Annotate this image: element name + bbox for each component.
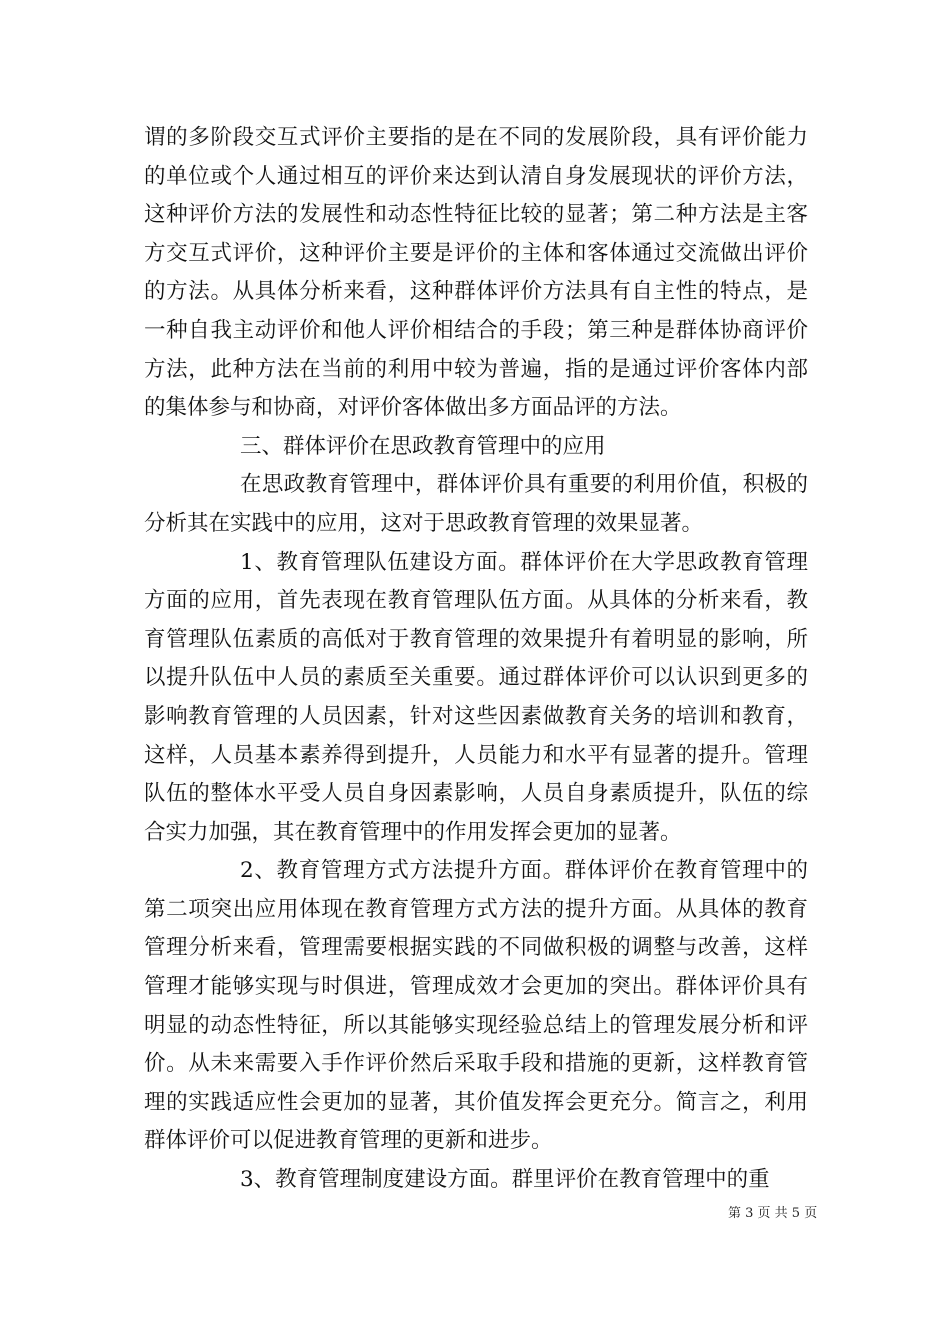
page-number-footer: 第 3 页 共 5 页: [728, 1206, 818, 1221]
document-body: [144, 119, 808, 1200]
paragraph-evaluation-methods: 谓的多阶段交互式评价主要指的是在不同的发展阶段，具有评价能力的单位或个人通过相互的评价来达到认清自身发展现状的评价方法，这种评价方法的发展性和动态性特征比较的显著；第二种方法是主客方交互式评价，这种评价主要是评价的主体和客体通过交流做出评价的方法。从具体分析来看，这种群体评价方法具有自主性的特点，是一种自我主动评价和他人评价相结合的手段；第三种是群体协商评价方法，此种方法在当前的利用中较为普遍，指的是通过评价客体内部的集体参与和协商，对评价客体做出多方面品评的方法。: [144, 125, 808, 421]
paragraph-intro-application: 在思政教育管理中，群体评价具有重要的利用价值，积极的分析其在实践中的应用，这对于思政教育管理的效果显著。: [144, 472, 808, 536]
paragraph-item-3-system: 3、教育管理制度建设方面。群里评价在教育管理中的重: [240, 1167, 770, 1193]
paragraph-item-2-methods: 2、教育管理方式方法提升方面。群体评价在教育管理中的第二项突出应用体现在教育管理方式方法的提升方面。从具体的教育管理分析来看，管理需要根据实践的不同做积极的调整与改善，这样管理才能够实现与时俱进，管理成效才会更加的突出。群体评价具有明显的动态性特征，所以其能够实现经验总结上的管理发展分析和评价。从未来需要入手作评价然后采取手段和措施的更新，这样教育管理的实践适应性会更加的显著，其价值发挥会更充分。简言之，利用群体评价可以促进教育管理的更新和进步。: [144, 858, 808, 1154]
paragraph-item-1-team-building: 1、教育管理队伍建设方面。群体评价在大学思政教育管理方面的应用，首先表现在教育管理队伍方面。从具体的分析来看，教育管理队伍素质的高低对于教育管理的效果提升有着明显的影响，所以提升队伍中人员的素质至关重要。通过群体评价可以认识到更多的影响教育管理的人员因素，针对这些因素做教育关务的培训和教育，这样，人员基本素养得到提升，人员能力和水平有显著的提升。管理队伍的整体水平受人员自身因素影响，人员自身素质提升，队伍的综合实力加强，其在教育管理中的作用发挥会更加的显著。: [144, 549, 808, 845]
section-heading-3: 三、群体评价在思政教育管理中的应用: [240, 433, 606, 459]
